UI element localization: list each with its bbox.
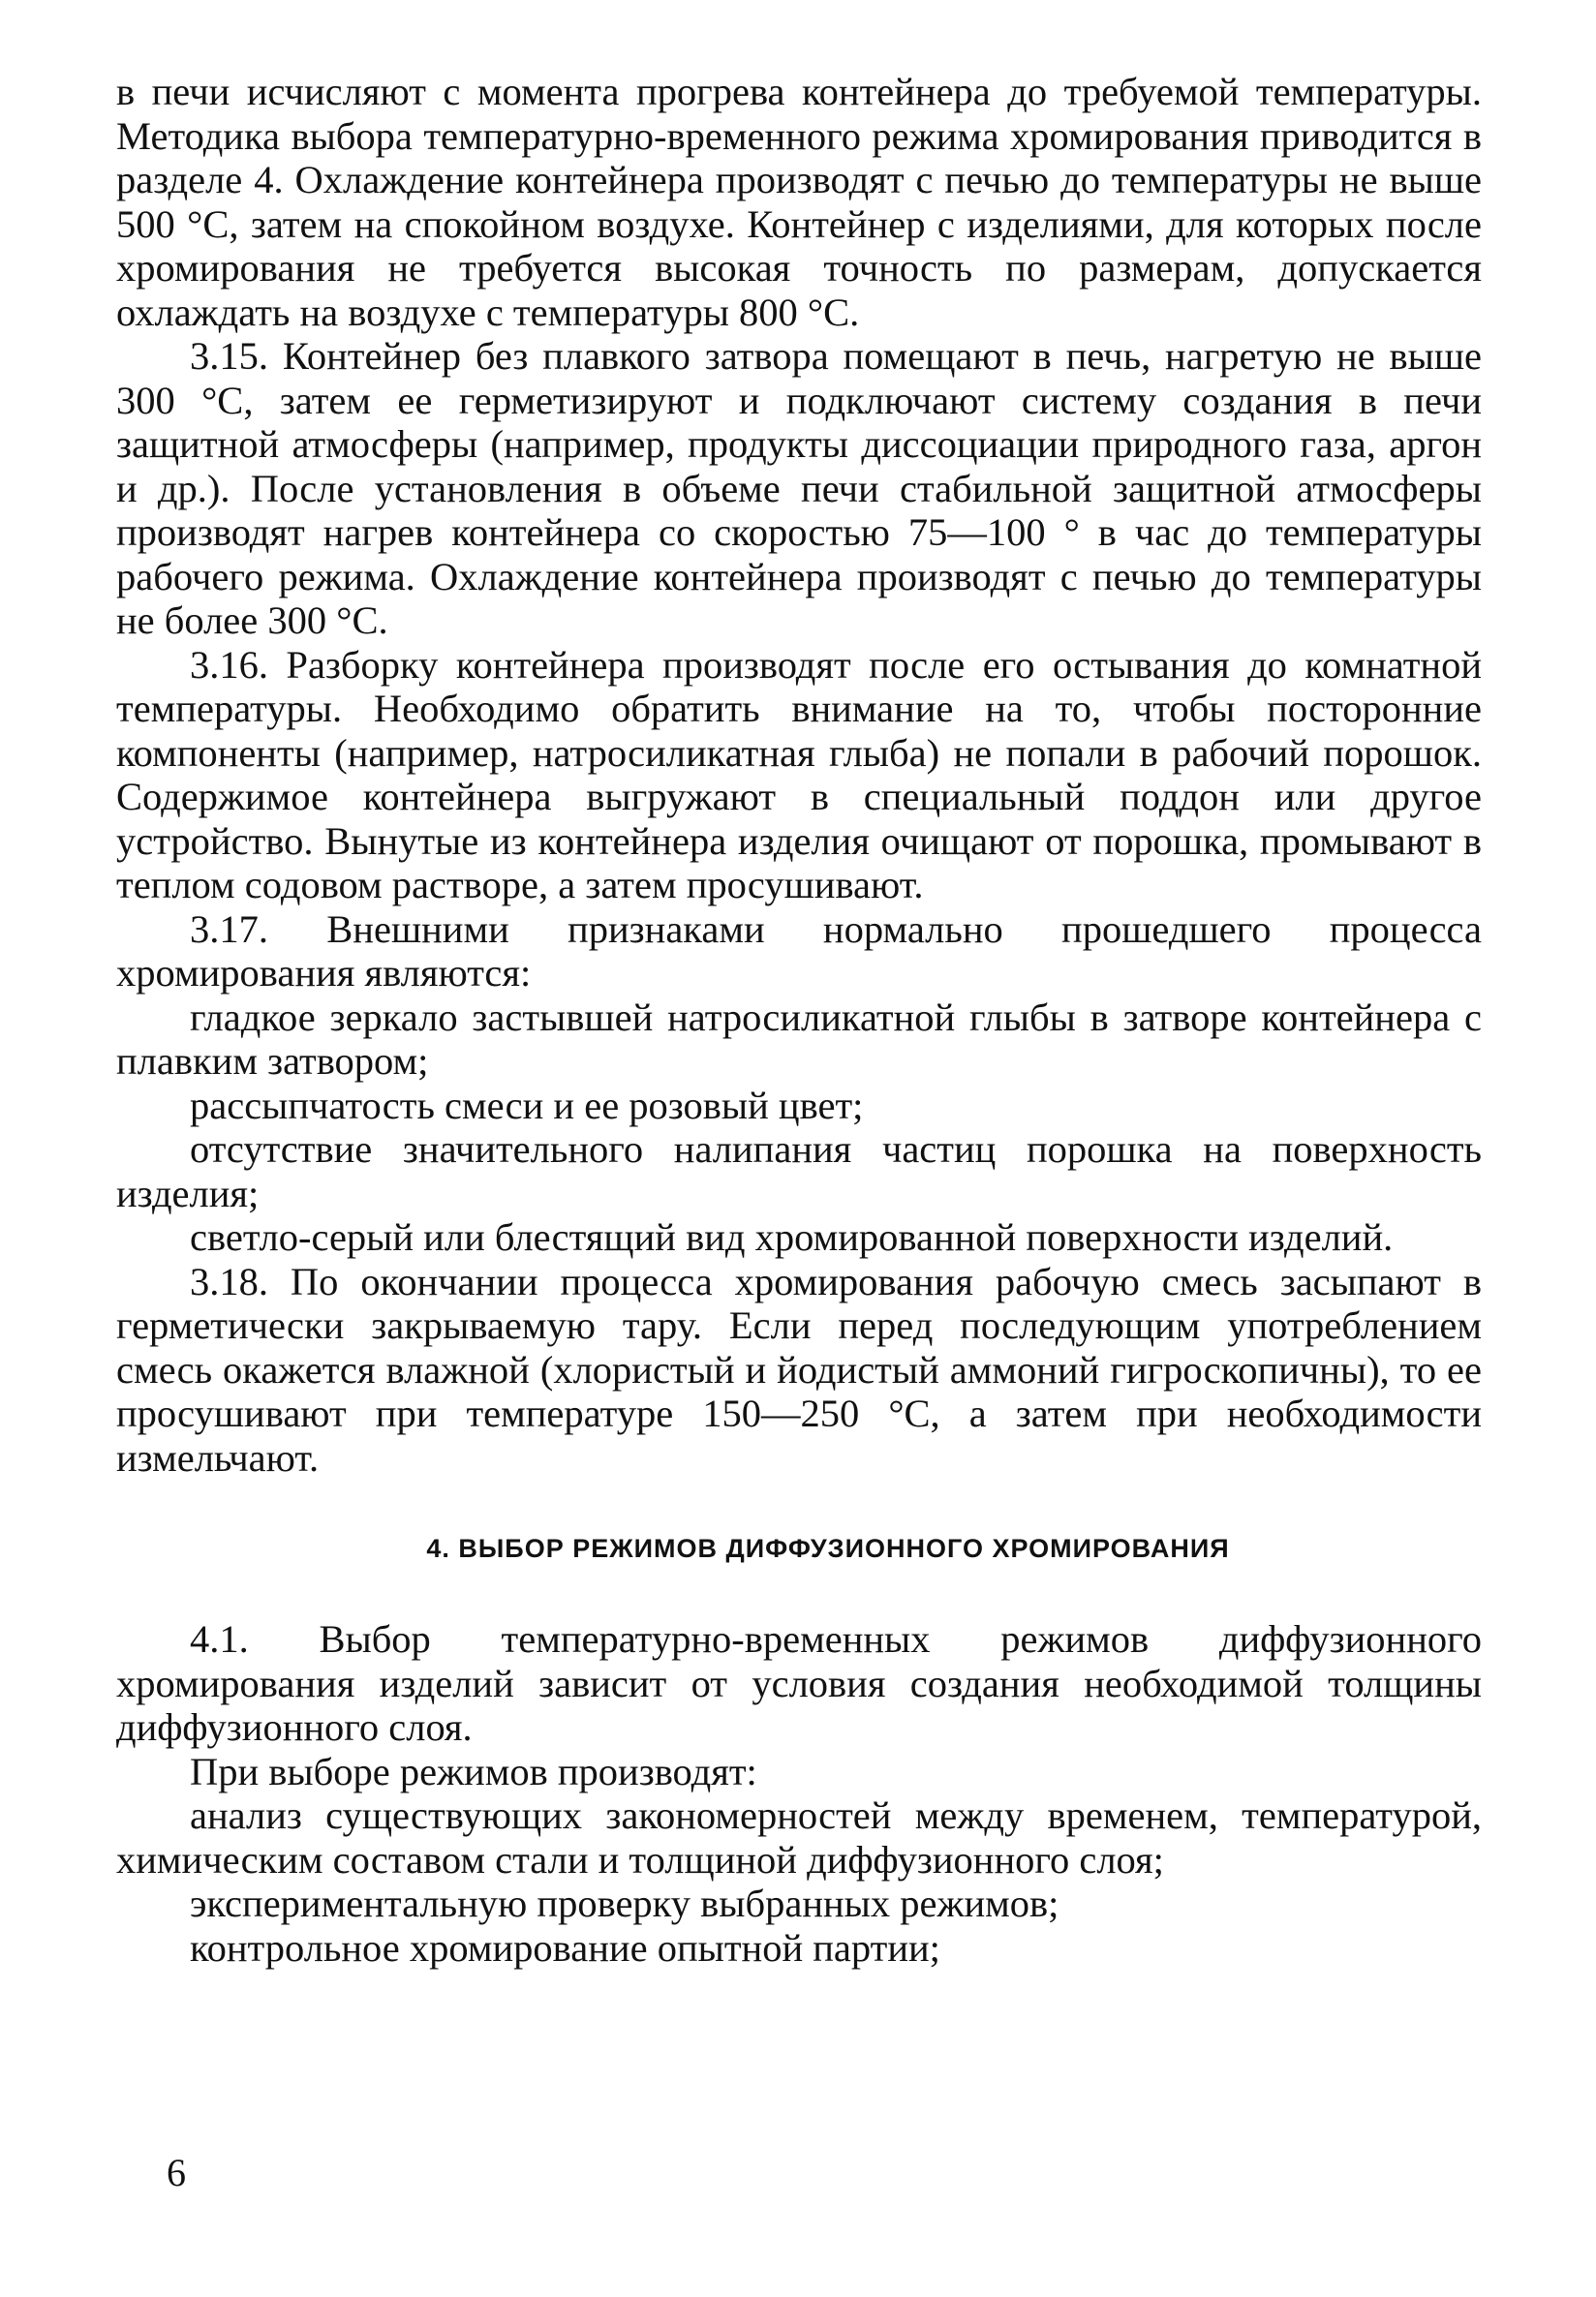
list-item: контрольное хромирование опытной партии;: [190, 1925, 940, 1970]
paragraph-4-1: 4.1. Выбор температурно-временных режимов диффузионного хромирования изделий зависит от условия создания необходимой толщины диффузионного слоя.: [116, 1617, 1482, 1749]
list-item: отсутствие значительного налипания частиц порошка на поверхность изделия;: [116, 1127, 1482, 1215]
page-number: 6: [167, 2151, 186, 2194]
list-item: экспериментальную проверку выбранных режимов;: [190, 1882, 1059, 1925]
list-item: гладкое зеркало застывшей натросиликатной глыбы в затворе контейнера с плавким затвором;: [116, 995, 1482, 1083]
paragraph-3-15: 3.15. Контейнер без плавкого затвора помещают в печь, нагретую не выше 300 °С, затем ее герметизируют и подключают систему создания в печи защитной атмосферы (например, продукты диссоциации природного газа, аргон и др.). После установления в объеме печи стабильной защитной атмосферы производят нагрев контейнера со скоростью 75—100 ° в час до температуры рабочего режима. Охлаждение контейнера производят с печью до температуры не более 300 °С.: [116, 334, 1482, 642]
list-item: светло-серый или блестящий вид хромированной поверхности изделий.: [190, 1215, 1394, 1259]
paragraph-intro: При выборе режимов производят:: [190, 1749, 757, 1793]
list-item: анализ существующих закономерностей между временем, температурой, химическим составом стали и толщиной диффузионного слоя;: [116, 1793, 1482, 1882]
list-item: рассыпчатость смеси и ее розовый цвет;: [190, 1083, 864, 1127]
paragraph-continuation: в печи исчисляют с момента прогрева контейнера до требуемой температуры. Методика выбора температурно-временного режима хромирования приводится в разделе 4. Охлаждение контейнера производят с печью до температуры не выше 500 °С, затем на спокойном воздухе. Контейнер с изделиями, для которых после хромирования не требуется высокая точность по размерам, допускается охлаждать на воздухе с температуры 800 °С.: [116, 70, 1482, 334]
document-page: [116, 70, 1482, 1970]
paragraph-3-16: 3.16. Разборку контейнера производят после его остывания до комнатной температуры. Необходимо обратить внимание на то, чтобы посторонние компоненты (например, натросиликатная глыба) не попали в рабочий порошок. Содержимое контейнера выгружают в специальный поддон или другое устройство. Вынутые из контейнера изделия очищают от порошка, промывают в теплом содовом растворе, а затем просушивают.: [116, 642, 1482, 906]
section-heading: 4. ВЫБОР РЕЖИМОВ ДИФФУЗИОННОГО ХРОМИРОВАНИЯ: [426, 1534, 1230, 1563]
paragraph-3-18: 3.18. По окончании процесса хромирования рабочую смесь засыпают в герметически закрываемую тару. Если перед последующим употреблением смесь окажется влажной (хлористый и йодистый аммоний гигроскопичны), то ее просушивают при температуре 150—250 °С, а затем при необходимости измельчают.: [116, 1259, 1482, 1480]
paragraph-3-17: 3.17. Внешними признаками нормально прошедшего процесса хромирования являются:: [116, 906, 1482, 995]
